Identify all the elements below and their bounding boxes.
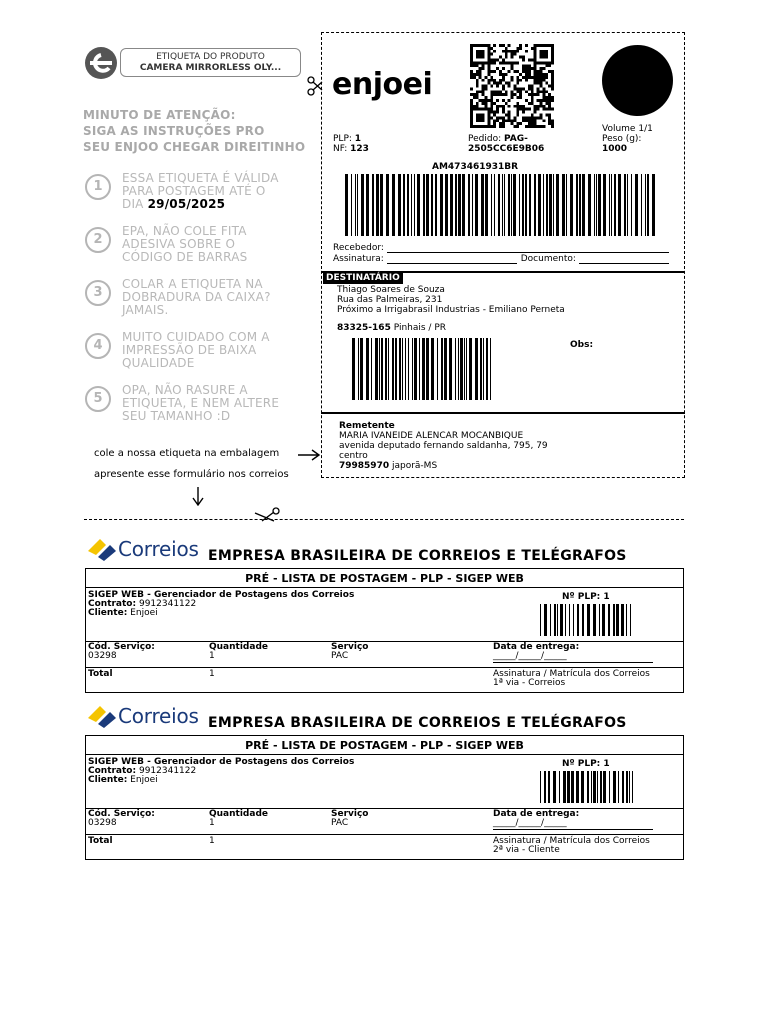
attention-line-1: MINUTO DE ATENÇÃO: xyxy=(83,108,236,122)
total-value: 1 xyxy=(209,669,215,679)
recipient-header: DESTINATÁRIO xyxy=(323,273,403,284)
enjoei-logo: enjoei xyxy=(332,67,433,102)
quantity: Quantidade 1 xyxy=(209,809,268,828)
service: Serviço PAC xyxy=(331,642,369,661)
plp-barcode xyxy=(540,771,635,803)
correios-title: EMPRESA BRASILEIRA DE CORREIOS E TELÉGRAFOS xyxy=(208,715,627,731)
quantity: Quantidade 1 xyxy=(209,642,268,661)
step-number: 3 xyxy=(85,280,111,306)
sender-address: Remetente MARIA IVANEIDE ALENCAR MOCANBIQUE avenida deputado fernando saldanha, 795, 79 centro 79985970 japorã-MS xyxy=(339,421,548,471)
attention-line-3: SEU ENJOO CHEGAR DIREITINHO xyxy=(83,140,306,154)
black-circle-mark xyxy=(602,45,673,116)
plp-number: Nº PLP: 1 xyxy=(562,759,610,769)
tracking-barcode xyxy=(345,174,657,236)
stick-label-instruction: cole a nossa etiqueta na embalagem xyxy=(94,448,280,459)
receiver-field: Recebedor: xyxy=(333,243,669,253)
obs-label: Obs: xyxy=(570,340,594,350)
step-number: 1 xyxy=(85,174,111,200)
step-number: 2 xyxy=(85,227,111,253)
present-form-instruction: apresente esse formulário nos correios xyxy=(94,469,289,480)
plp-table-header: PRÉ - LISTA DE POSTAGEM - PLP - SIGEP WEB xyxy=(86,569,683,588)
step-text: EPA, NÃO COLE FITA ADESIVA SOBRE O CÓDIGO DE BARRAS xyxy=(122,224,248,264)
order-info: Pedido: PAG- 2505CC6E9B06 xyxy=(468,134,545,154)
correios-wordmark: Correios xyxy=(118,704,199,728)
plp-nf-info: PLP: 1 NF: 123 xyxy=(333,134,369,154)
cep-barcode xyxy=(352,338,494,400)
correios-logo-icon xyxy=(86,704,118,728)
service-code: Cód. Serviço: 03298 xyxy=(88,642,155,661)
arrow-down-icon xyxy=(191,486,205,506)
plp-company-info: SIGEP WEB - Gerenciador de Postagens dos Correios Contrato: 9912341122 Cliente: Enjoei xyxy=(88,590,355,618)
signature-via: Assinatura / Matrícula dos Correios 2ª via - Cliente xyxy=(493,836,650,855)
delivery-date: Data de entrega: _____/_____/_____ xyxy=(493,809,580,828)
step-text: COLAR A ETIQUETA NA DOBRADURA DA CAIXA? JAMAIS. xyxy=(122,277,271,317)
arrow-right-icon xyxy=(297,449,321,461)
plp-barcode xyxy=(540,604,635,636)
enjoei-e-logo-icon xyxy=(84,46,118,80)
plp-table-client xyxy=(85,735,684,860)
service-code: Cód. Serviço: 03298 xyxy=(88,809,155,828)
attention-line-2: SIGA AS INSTRUÇÕES PRO xyxy=(83,124,265,138)
plp-company-info: SIGEP WEB - Gerenciador de Postagens dos Correios Contrato: 9912341122 Cliente: Enjoei xyxy=(88,757,355,785)
step-number: 5 xyxy=(85,386,111,412)
step-text: MUITO CUIDADO COM A IMPRESSÃO DE BAIXA QUALIDADE xyxy=(122,330,270,370)
plp-table-correios xyxy=(85,568,684,693)
service: Serviço PAC xyxy=(331,809,369,828)
correios-logo-icon xyxy=(86,537,118,561)
correios-wordmark: Correios xyxy=(118,537,199,561)
correios-title: EMPRESA BRASILEIRA DE CORREIOS E TELÉGRAFOS xyxy=(208,548,627,564)
volume-weight-info: Volume 1/1 Peso (g): 1000 xyxy=(602,124,653,154)
tracking-code: AM473461931BR xyxy=(432,162,519,172)
product-name: CAMERA MIRRORLESS OLY... xyxy=(139,63,282,73)
product-label-box xyxy=(120,48,301,77)
valid-until-date: 29/05/2025 xyxy=(147,197,226,211)
signature-via: Assinatura / Matrícula dos Correios 1ª via - Correios xyxy=(493,669,650,688)
delivery-date: Data de entrega: _____/_____/_____ xyxy=(493,642,580,661)
correios-logo xyxy=(86,537,204,563)
step-text: OPA, NÃO RASURE A ETIQUETA, E NEM ALTERE SEU TAMANHO :D xyxy=(122,383,280,423)
attention-heading xyxy=(83,107,313,155)
plp-number: Nº PLP: 1 xyxy=(562,592,610,602)
qr-code xyxy=(468,44,556,128)
cut-line xyxy=(84,519,684,520)
signature-document-field: Assinatura: Documento: xyxy=(333,254,669,264)
scissors-icon xyxy=(254,507,282,523)
recipient-address: Thiago Soares de Souza Rua das Palmeiras, 231 Próximo a Irrigabrasil Industrias - Emiliano Perneta xyxy=(337,285,565,315)
recipient-cep: 83325-165 Pinhais / PR xyxy=(337,323,446,333)
plp-table-header: PRÉ - LISTA DE POSTAGEM - PLP - SIGEP WEB xyxy=(86,736,683,755)
total-label: Total xyxy=(88,836,113,846)
sender-divider xyxy=(321,412,685,414)
product-label-title: ETIQUETA DO PRODUTO xyxy=(156,52,265,62)
step-number: 4 xyxy=(85,333,111,359)
total-label: Total xyxy=(88,669,113,679)
total-value: 1 xyxy=(209,836,215,846)
correios-logo xyxy=(86,704,204,730)
step-text: ESSA ETIQUETA É VÁLIDA PARA POSTAGEM ATÉ O DIA 29/05/2025 xyxy=(122,171,279,211)
